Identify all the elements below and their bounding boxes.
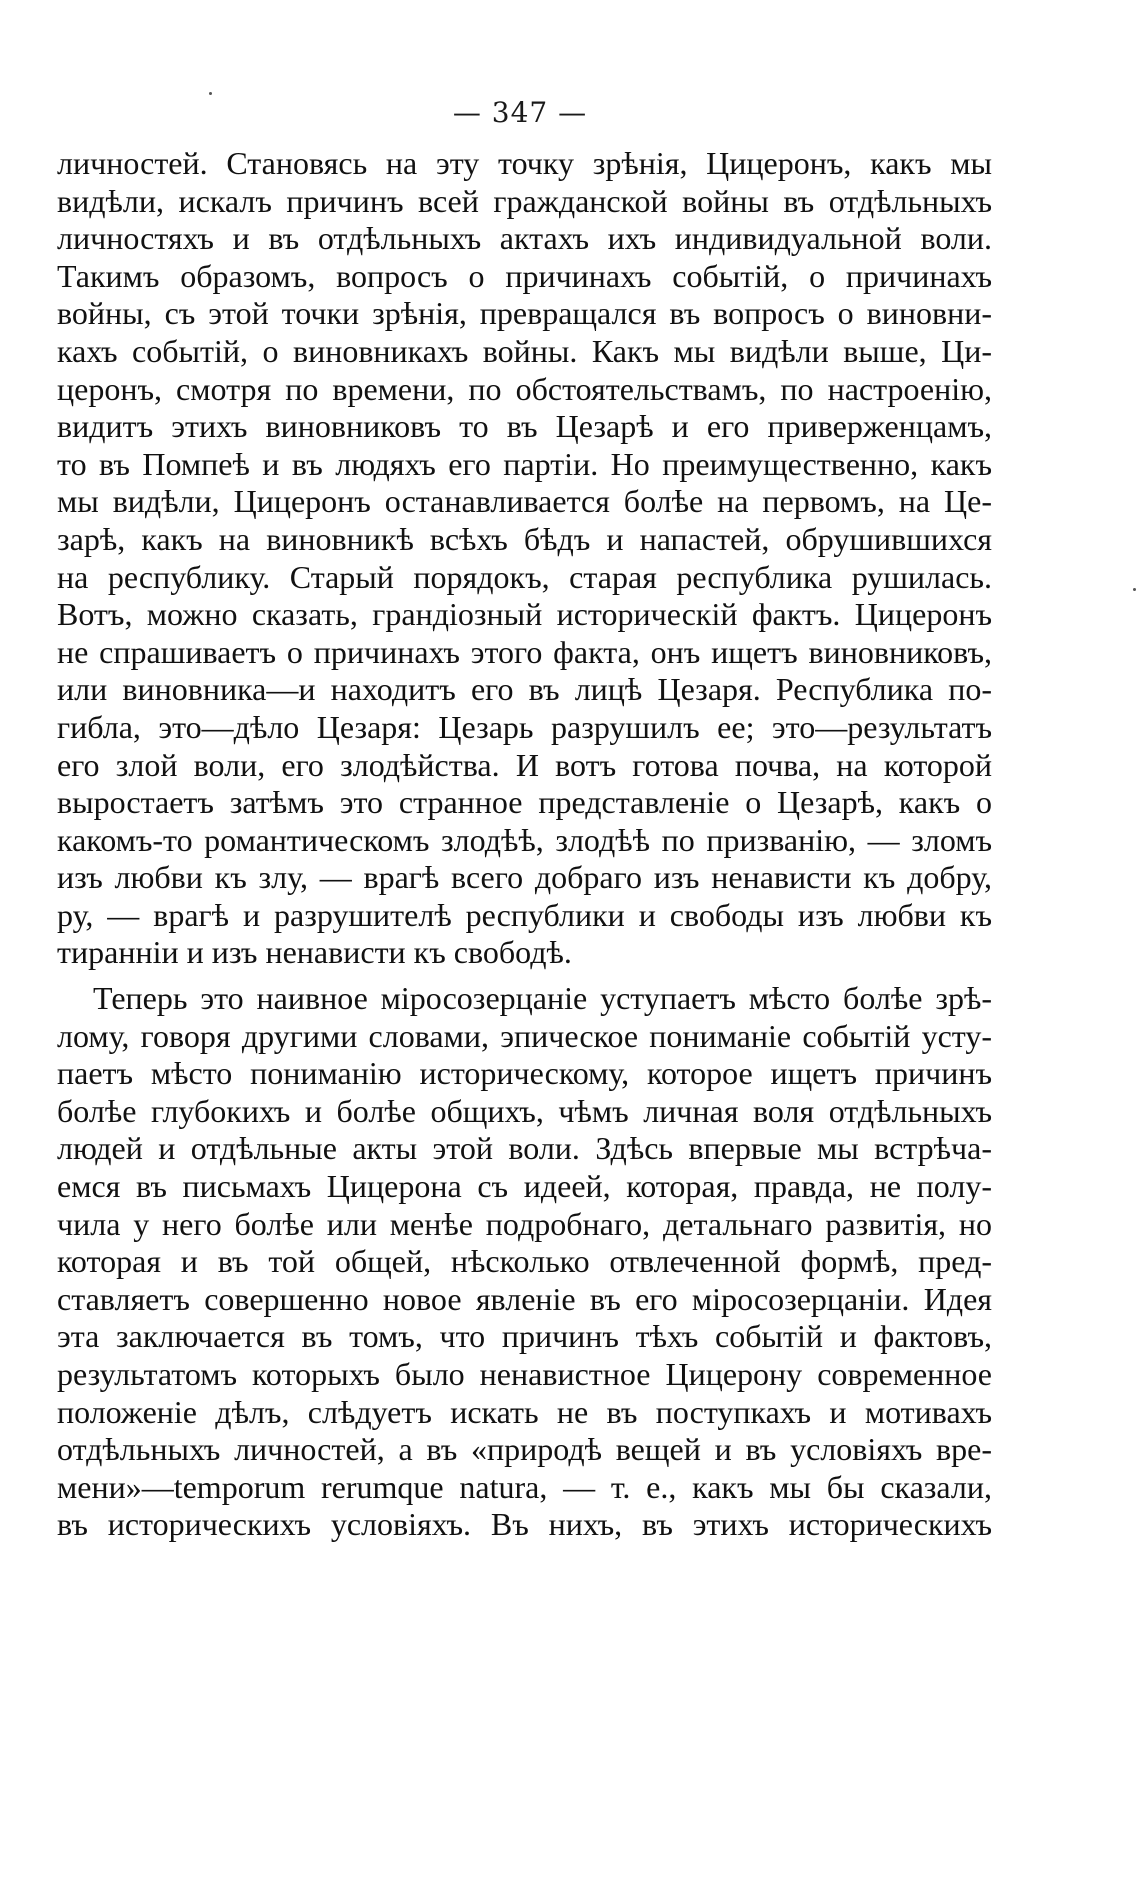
text-line: не спрашиваетъ о причинахъ этого факта, онъ ищетъ виновниковъ, <box>57 633 992 670</box>
text-line: видѣли, искалъ причинъ всей гражданской войны въ отдѣльныхъ <box>57 182 992 219</box>
body-text <box>57 145 992 1544</box>
text-line: Такимъ образомъ, вопросъ о причинахъ событій, о причинахъ <box>57 257 992 294</box>
text-line: мы видѣли, Цицеронъ останавливается болѣе на первомъ, на Це- <box>57 483 992 520</box>
paper-speck <box>1133 588 1136 591</box>
text-line: отдѣльныхъ личностей, а въ «природѣ вещей и въ условіяхъ вре- <box>57 1431 992 1468</box>
text-line: въ историческихъ условіяхъ. Въ нихъ, въ этихъ историческихъ <box>57 1506 992 1543</box>
text-line: Теперь это наивное міросозерцаніе уступаетъ мѣсто болѣе зрѣ- <box>93 980 992 1017</box>
text-line: видитъ этихъ виновниковъ то въ Цезарѣ и его приверженцамъ, <box>57 408 992 445</box>
paragraph-1 <box>57 145 992 972</box>
page-number: — 347 — <box>452 96 588 129</box>
text-line: зарѣ, какъ на виновникѣ всѣхъ бѣдъ и напастей, обрушившихся <box>57 520 992 557</box>
text-line: кахъ событій, о виновникахъ войны. Какъ мы видѣли выше, Ци- <box>57 332 992 369</box>
text-line: гибла, это—дѣло Цезаря: Цезарь разрушилъ ее; это—результатъ <box>57 708 992 745</box>
text-line: людей и отдѣльные акты этой воли. Здѣсь впервые мы встрѣча- <box>57 1130 992 1167</box>
text-line: емся въ письмахъ Цицерона съ идеей, которая, правда, не полу- <box>57 1168 992 1205</box>
paper-speck <box>209 92 212 95</box>
text-line: Вотъ, можно сказать, грандіозный историческій фактъ. Цицеронъ <box>57 596 992 633</box>
text-line: болѣе глубокихъ и болѣе общихъ, чѣмъ личная воля отдѣльныхъ <box>57 1092 992 1129</box>
text-line: его злой воли, его злодѣйства. И вотъ готова почва, на которой <box>57 746 992 783</box>
text-line: какомъ-то романтическомъ злодѣѣ, злодѣѣ по призванію, — зломъ <box>57 821 992 858</box>
text-line: паетъ мѣсто пониманію историческому, которое ищетъ причинъ <box>57 1055 992 1092</box>
text-line: мени»—temporum rerumque natura, — т. е., какъ мы бы сказали, <box>57 1468 992 1505</box>
text-line: которая и въ той общей, нѣсколько отвлеченной формѣ, пред- <box>57 1243 992 1280</box>
text-line: положеніе дѣлъ, слѣдуетъ искать не въ поступкахъ и мотивахъ <box>57 1393 992 1430</box>
text-line: выростаетъ затѣмъ это странное представленіе о Цезарѣ, какъ о <box>57 784 992 821</box>
text-line: на республику. Старый порядокъ, старая республика рушилась. <box>57 558 992 595</box>
text-line: личностяхъ и въ отдѣльныхъ актахъ ихъ индивидуальной воли. <box>57 220 992 257</box>
text-line: лому, говоря другими словами, эпическое пониманіе событій усту- <box>57 1017 992 1054</box>
text-line: личностей. Становясь на эту точку зрѣнія, Цицеронъ, какъ мы <box>57 145 992 181</box>
text-line: церонъ, смотря по времени, по обстоятельствамъ, по настроенію, <box>57 370 992 407</box>
text-line: ставляетъ совершенно новое явленіе въ его міросозерцаніи. Идея <box>57 1280 992 1317</box>
text-line: ру, — врагѣ и разрушителѣ республики и свободы изъ любви къ <box>57 896 992 933</box>
text-line: чила у него болѣе или менѣе подробнаго, детальнаго развитія, но <box>57 1205 992 1242</box>
text-line: эта заключается въ томъ, что причинъ тѣхъ событій и фактовъ, <box>57 1318 992 1355</box>
text-line: результатомъ которыхъ было ненавистное Цицерону современное <box>57 1356 992 1392</box>
text-line: то въ Помпеѣ и въ людяхъ его партіи. Но преимущественно, какъ <box>57 445 992 482</box>
paragraph-2 <box>57 980 992 1544</box>
text-line: войны, съ этой точки зрѣнія, превращался въ вопросъ о виновни- <box>57 295 992 332</box>
text-line: тиранніи и изъ ненависти къ свободѣ. <box>57 934 572 971</box>
text-line: или виновника—и находитъ его въ лицѣ Цезаря. Республика по- <box>57 671 992 708</box>
text-line: изъ любви къ злу, — врагѣ всего добраго изъ ненависти къ добру, <box>57 859 992 896</box>
